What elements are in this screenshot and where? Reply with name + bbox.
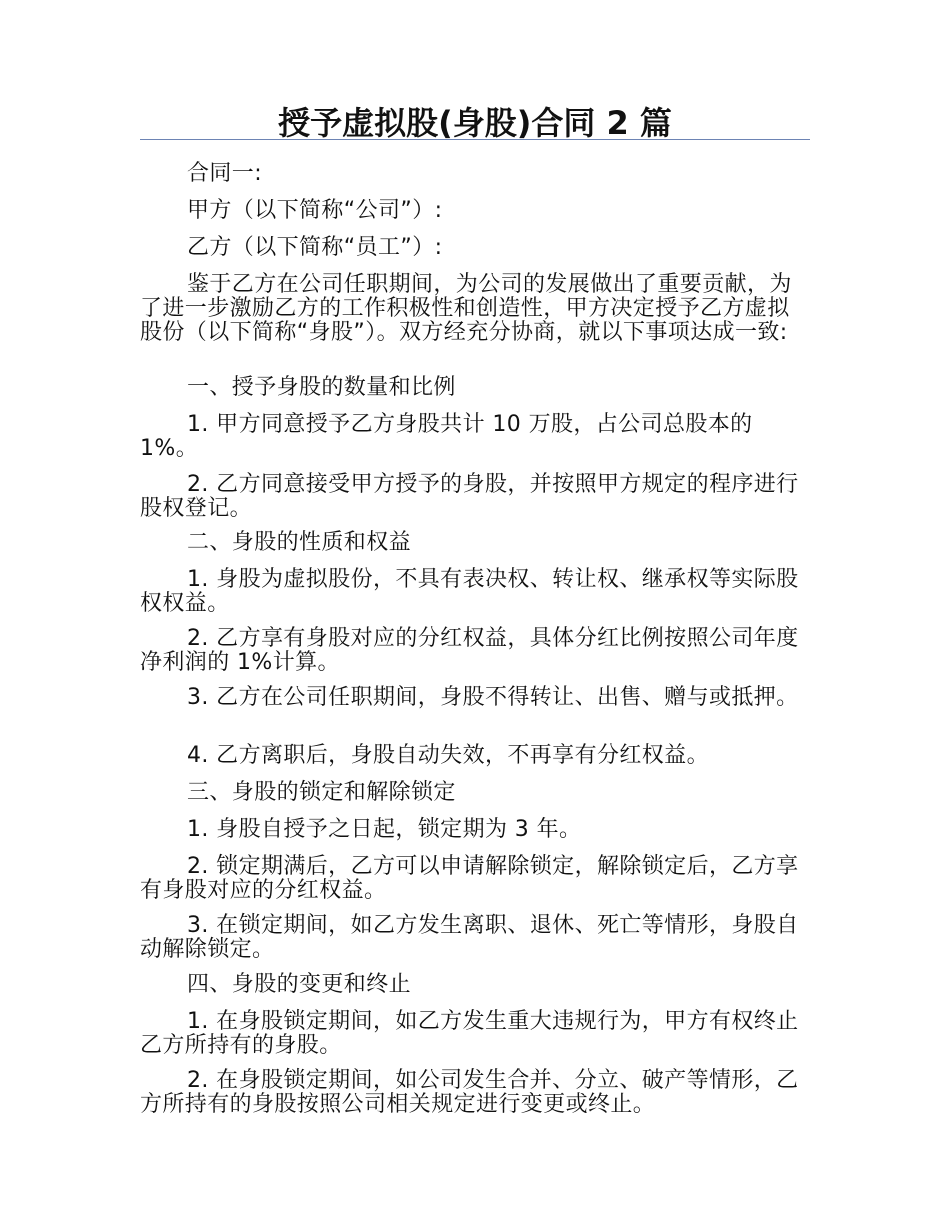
paragraph: 3. 在锁定期间，如乙方发生离职、退休、死亡等情形，身股自动解除锁定。 [140,913,799,962]
paragraph: 合同一: [187,161,263,186]
paragraph: 乙方（以下简称“员工”）: [187,235,443,260]
paragraph: 1. 身股自授予之日起，锁定期为 3 年。 [187,817,582,842]
paragraph: 1. 在身股锁定期间，如乙方发生重大违规行为，甲方有权终止乙方所持有的身股。 [140,1009,799,1058]
paragraph: 2. 乙方同意接受甲方授予的身股，并按照甲方规定的程序进行股权登记。 [140,472,799,521]
section-heading: 四、身股的变更和终止 [187,972,412,997]
section-heading: 二、身股的性质和权益 [187,530,412,555]
paragraph: 1. 身股为虚拟股份，不具有表决权、转让权、继承权等实际股权权益。 [140,567,799,616]
paragraph: 鉴于乙方在公司任职期间，为公司的发展做出了重要贡献，为了进一步激励乙方的工作积极性和创造性，甲方决定授予乙方虚拟股份（以下简称“身股”）。双方经充分协商，就以下事项达成一致: [140,272,792,345]
title-underline [140,139,810,140]
section-heading: 三、身股的锁定和解除锁定 [187,780,456,805]
paragraph: 4. 乙方离职后，身股自动失效，不再享有分红权益。 [187,743,709,768]
paragraph: 甲方（以下简称“公司”）: [187,198,443,223]
document-title: 授予虚拟股(身股)合同 2 篇 [278,104,672,142]
section-heading: 一、授予身股的数量和比例 [187,375,456,400]
paragraph: 2. 在身股锁定期间，如公司发生合并、分立、破产等情形，乙方所持有的身股按照公司相关规定进行变更或终止。 [140,1068,799,1117]
paragraph: 3. 乙方在公司任职期间，身股不得转让、出售、赠与或抵押。 [187,685,799,710]
paragraph: 2. 锁定期满后，乙方可以申请解除锁定，解除锁定后，乙方享有身股对应的分红权益。 [140,854,799,903]
paragraph: 2. 乙方享有身股对应的分红权益，具体分红比例按照公司年度净利润的 1%计算。 [140,626,799,675]
paragraph: 1. 甲方同意授予乙方身股共计 10 万股，占公司总股本的 1%。 [140,412,753,461]
